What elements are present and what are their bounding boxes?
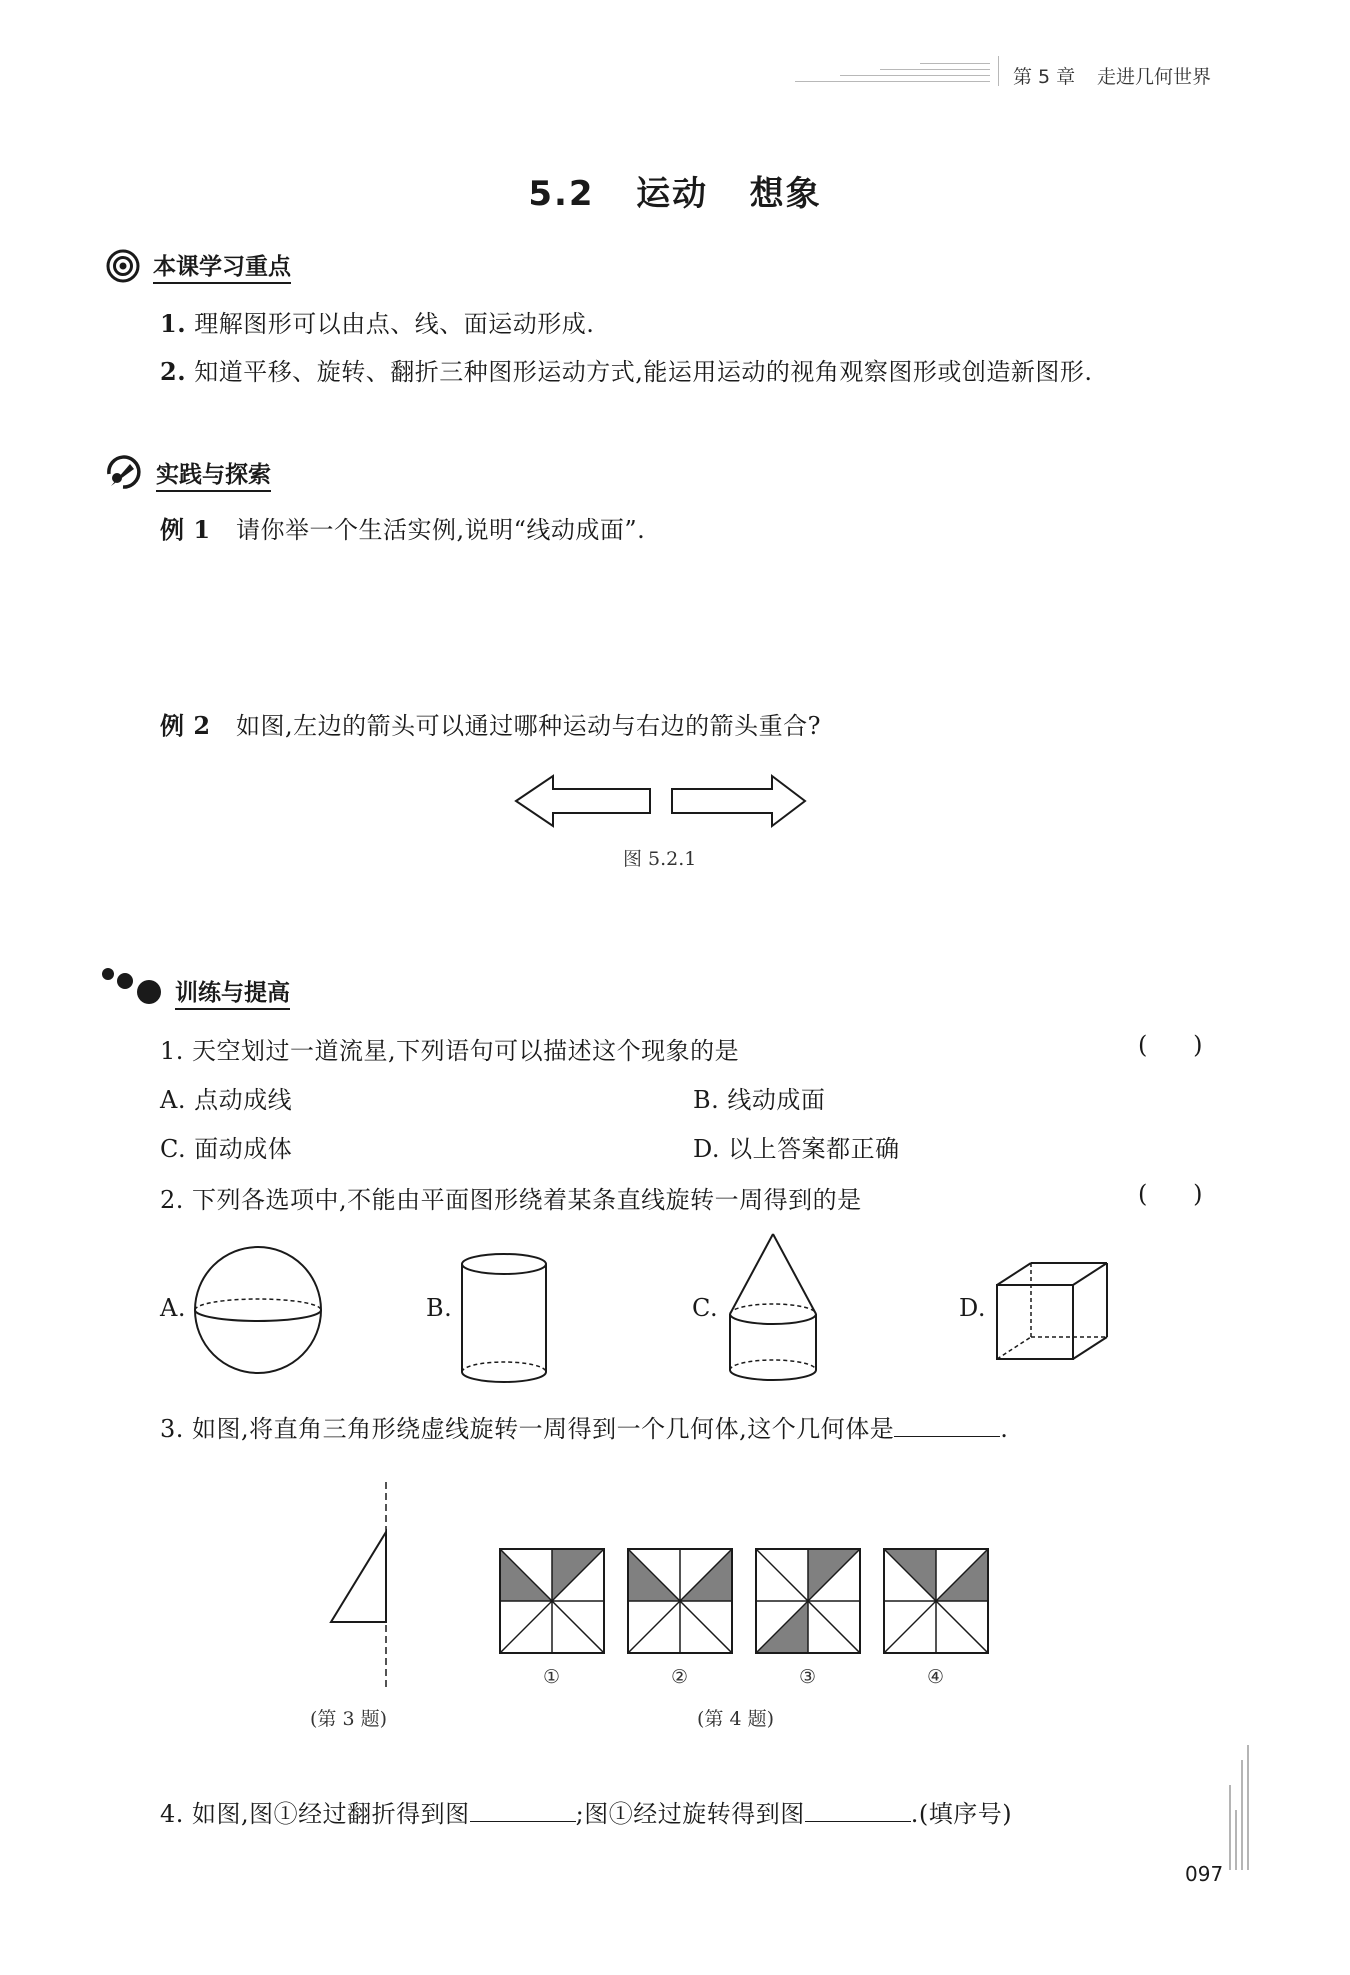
question-4-text-b: ;图①经过旋转得到图 (575, 1800, 805, 1828)
example-1 (160, 510, 645, 545)
chapter-number: 第 5 章 (1013, 66, 1076, 88)
example-2-label: 例 2 (160, 711, 211, 740)
question-4-blank-fold[interactable] (470, 1799, 576, 1822)
question-3 (160, 1409, 1008, 1444)
question-1-answer-paren[interactable]: ( ) (1138, 1031, 1203, 1059)
question-2-text: 2. 下列各选项中,不能由平面图形绕着某条直线旋转一周得到的是 (160, 1186, 862, 1214)
square-label-4: ④ (927, 1666, 945, 1688)
question-1-text: 1. 天空划过一道流星,下列语句可以描述这个现象的是 (160, 1037, 740, 1065)
margin-decoration-line (1241, 1760, 1243, 1870)
question-2-answer-paren[interactable]: ( ) (1138, 1180, 1203, 1208)
question-3-end: . (1000, 1415, 1009, 1443)
margin-decoration-line (1235, 1810, 1237, 1870)
margin-decoration-line (1247, 1745, 1249, 1870)
square-figure-2 (626, 1547, 736, 1657)
square-figure-3 (754, 1547, 864, 1657)
square-label-2: ② (671, 1666, 689, 1688)
question-2-label-a: A. (160, 1294, 186, 1322)
example-1-text: 请你举一个生活实例,说明“线动成面”. (236, 516, 646, 544)
cube-figure (995, 1261, 1111, 1361)
question-3-blank[interactable] (894, 1414, 1000, 1437)
figure-caption: 图 5.2.1 (623, 848, 697, 870)
focus-item-1-text: 理解图形可以由点、线、面运动形成. (194, 310, 595, 338)
caption-question-4: (第 4 题) (697, 1708, 774, 1730)
question-4 (160, 1794, 1012, 1829)
dots-icon (100, 964, 166, 1006)
practice-heading: 实践与探索 (156, 456, 271, 492)
question-2-label-c: C. (692, 1294, 719, 1322)
left-arrow (516, 776, 650, 826)
question-2-label-b: B. (426, 1294, 453, 1322)
arrows-figure (515, 774, 810, 830)
question-1-option-b: B. 线动成面 (693, 1086, 826, 1114)
focus-item-2 (160, 352, 1092, 387)
compass-icon (103, 452, 143, 490)
margin-decoration-line (1229, 1785, 1231, 1870)
square-figure-4 (882, 1547, 992, 1657)
example-2-text: 如图,左边的箭头可以通过哪种运动与右边的箭头重合? (236, 712, 821, 740)
focus-item-2-text: 知道平移、旋转、翻折三种图形运动方式,能运用运动的视角观察图形或创造新图形. (194, 358, 1093, 386)
question-3-text: 3. 如图,将直角三角形绕虚线旋转一周得到一个几何体,这个几何体是 (160, 1415, 895, 1443)
caption-question-3: (第 3 题) (310, 1708, 387, 1730)
right-arrow (672, 776, 805, 826)
triangle-rotation-figure (328, 1482, 394, 1692)
question-1-option-d: D. 以上答案都正确 (693, 1135, 900, 1163)
target-icon (106, 249, 140, 283)
question-4-text-c: .(填序号) (910, 1800, 1013, 1828)
training-heading: 训练与提高 (175, 974, 290, 1010)
question-1-option-a: A. 点动成线 (160, 1086, 293, 1114)
example-2 (160, 706, 821, 741)
cone-cylinder-figure (727, 1232, 819, 1388)
cylinder-figure (460, 1252, 548, 1386)
example-1-label: 例 1 (160, 515, 211, 544)
question-1-option-c: C. 面动成体 (160, 1135, 293, 1163)
question-4-text-a: 4. 如图,图①经过翻折得到图 (160, 1800, 470, 1828)
page-number: 097 (1185, 1862, 1224, 1886)
focus-item-1 (160, 304, 594, 339)
page-title: 5.2 运动 想象 (528, 174, 822, 214)
square-figure-1 (498, 1547, 608, 1657)
focus-heading: 本课学习重点 (153, 248, 291, 284)
sphere-figure (192, 1244, 324, 1376)
square-label-3: ③ (799, 1666, 817, 1688)
chapter-title: 走进几何世界 (1097, 66, 1212, 88)
question-4-blank-rotate[interactable] (805, 1799, 911, 1822)
focus-item-1-num: 1. (160, 309, 187, 338)
question-2-label-d: D. (959, 1294, 987, 1322)
square-label-1: ① (543, 1666, 561, 1688)
focus-item-2-num: 2. (160, 357, 187, 386)
